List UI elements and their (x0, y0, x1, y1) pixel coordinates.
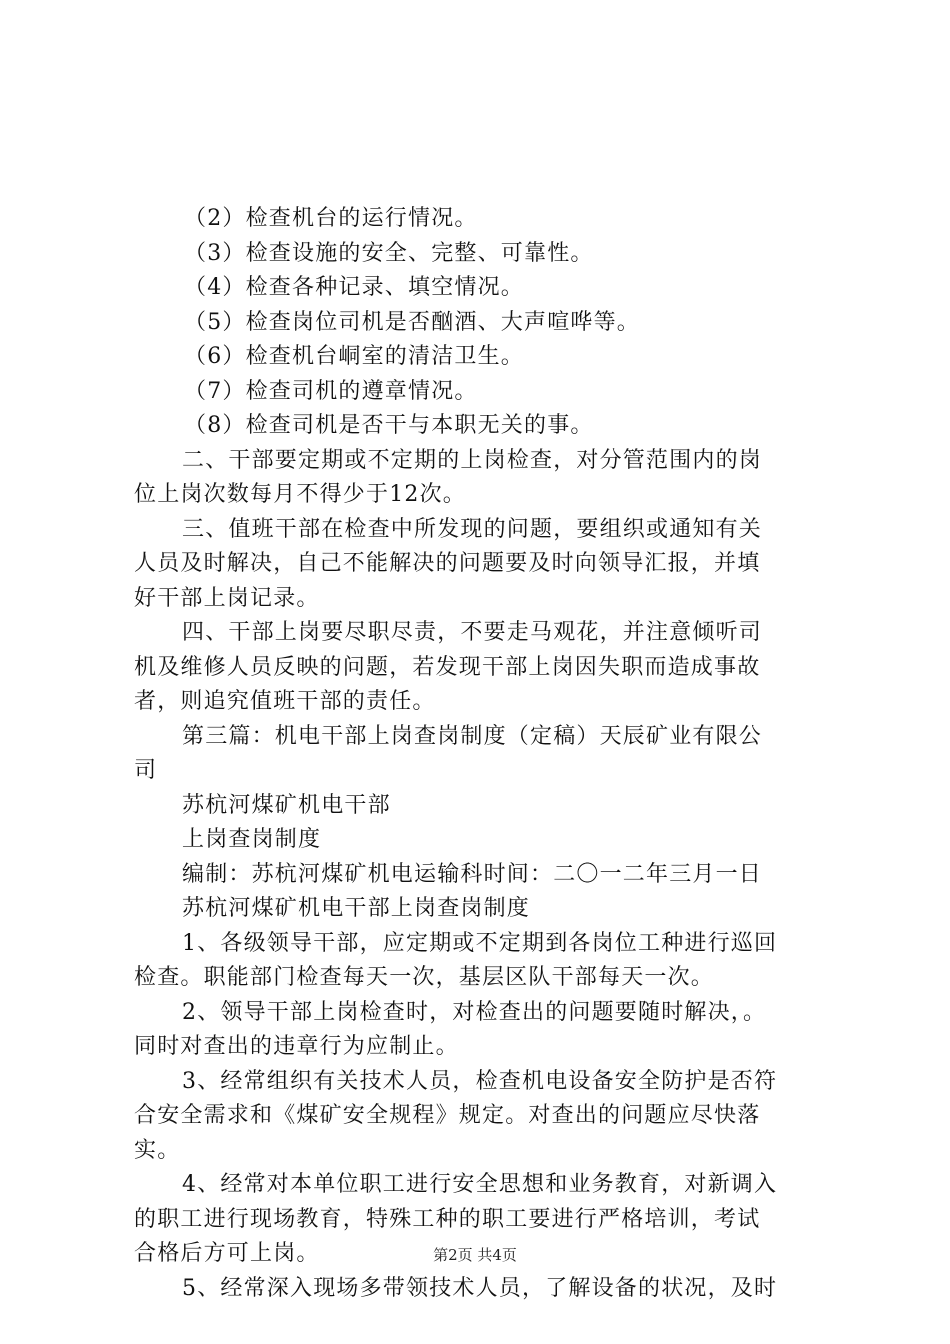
text-line: 的职工进行现场教育，特殊工种的职工要进行严格培训，考试 (134, 1206, 761, 1232)
text-line: 3、经常组织有关技术人员，检查机电设备安全防护是否符 (182, 1068, 778, 1094)
text-line: 位上岗次数每月不得少于12次。 (134, 482, 466, 507)
text-line: 1、各级领导干部，应定期或不定期到各岗位工种进行巡回 (182, 930, 778, 956)
text-line: 4、经常对本单位职工进行安全思想和业务教育，对新调入 (182, 1172, 778, 1197)
text-line: 同时对查出的违章行为应制止。 (134, 1034, 459, 1059)
text-line: 2、领导干部上岗检查时，对检查出的问题要随时解决，。 (182, 999, 767, 1025)
text-line: （4）检查各种记录、填空情况。 (184, 275, 524, 300)
text-line: 者，则追究值班干部的责任。 (134, 689, 436, 714)
text-line: （2）检查机台的运行情况。 (184, 206, 478, 231)
text-line: 上岗查岗制度 (182, 827, 322, 852)
text-line: 司 (134, 758, 158, 783)
text-line: 人员及时解决，自己不能解决的问题要及时向领导汇报，并填 (134, 551, 761, 576)
text-line: （6）检查机台峒室的清洁卫生。 (184, 344, 524, 369)
text-line: （7）检查司机的遵章情况。 (184, 378, 478, 404)
text-line: 编制：苏杭河煤矿机电运输科时间：二〇一二年三月一日 (182, 861, 763, 887)
text-line: 苏杭河煤矿机电干部上岗查岗制度 (182, 896, 531, 921)
page-footer: 第2页 共4页 (433, 1246, 517, 1264)
text-line: 四、干部上岗要尽职尽责，不要走马观花，并注意倾听司 (182, 620, 763, 645)
text-line: 合格后方可上岗。 (134, 1241, 320, 1266)
text-line: 5、经常深入现场多带领技术人员，了解设备的状况，及时 (182, 1275, 778, 1301)
text-line: 机及维修人员反映的问题，若发现干部上岗因失职而造成事故 (134, 654, 761, 680)
text-line: 苏杭河煤矿机电干部 (182, 792, 391, 818)
text-line: 检查。职能部门检查每天一次，基层区队干部每天一次。 (134, 965, 715, 990)
text-line: （8）检查司机是否干与本职无关的事。 (184, 413, 594, 438)
text-line: 三、值班干部在检查中所发现的问题，要组织或通知有关 (182, 516, 763, 542)
document-body (134, 202, 830, 1306)
text-line: 合安全需求和《煤矿安全规程》规定。对查出的问题应尽快落 (134, 1103, 761, 1128)
text-line: （5）检查岗位司机是否酗酒、大声喧哗等。 (184, 309, 640, 335)
text-line: 第三篇：机电干部上岗查岗制度（定稿）天辰矿业有限公 (182, 723, 763, 749)
text-line: 好干部上岗记录。 (134, 585, 320, 611)
text-line: （3）检查设施的安全、完整、可靠性。 (184, 240, 594, 266)
text-line: 实。 (134, 1137, 181, 1163)
text-line: 二、干部要定期或不定期的上岗检查，对分管范围内的岗 (182, 447, 763, 473)
